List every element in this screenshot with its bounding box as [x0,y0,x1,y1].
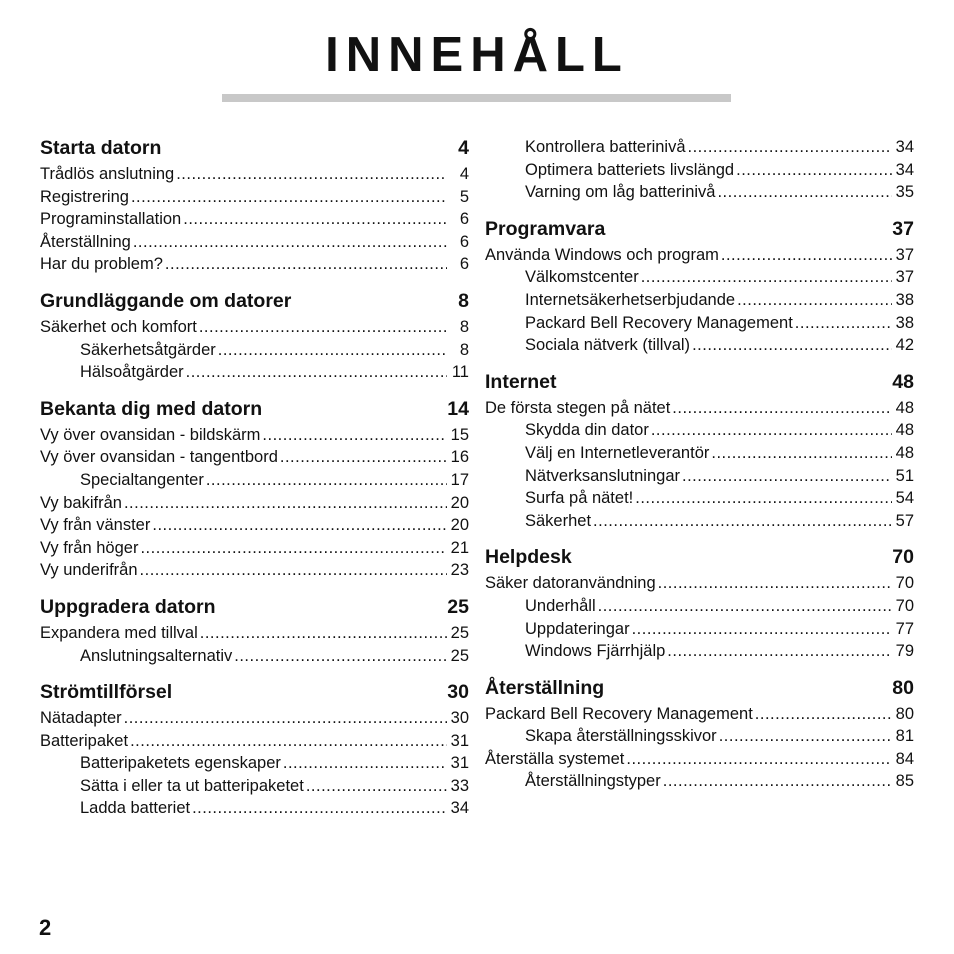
dot-leader [232,645,446,668]
dot-leader [138,559,447,582]
dot-leader [665,640,891,663]
toc-entry-label: Specialtangenter [80,470,204,489]
toc-entry-page: 70 [895,574,914,593]
toc-entry-label: Vy över ovansidan - tangentbord [40,448,278,467]
toc-entry[interactable] [40,707,469,730]
toc-entry[interactable] [40,492,469,515]
toc-entry-page: 48 [895,421,914,440]
dot-leader [596,595,892,618]
toc-entry[interactable] [485,419,914,442]
toc-entry-page: 38 [895,290,914,309]
toc-entry[interactable] [485,703,914,726]
toc-entry[interactable] [485,181,914,204]
toc-entry-label: Vy från höger [40,538,139,557]
dot-leader [198,622,447,645]
toc-entry-label: Varning om låg batterinivå [525,183,716,202]
section-heading-label: Programvara [485,217,606,240]
section-heading[interactable] [485,676,914,701]
toc-entry[interactable] [40,752,469,775]
toc-entry-label: Packard Bell Recovery Management [525,313,793,332]
toc-entry-page: 34 [895,160,914,179]
toc-entry-page: 33 [450,776,469,795]
section-heading-label: Bekanta dig med datorn [40,397,263,420]
toc-entry[interactable] [485,334,914,357]
dot-leader [190,797,447,820]
section-heading[interactable] [485,545,914,570]
toc-entry[interactable] [40,537,469,560]
toc-entry-page: 35 [895,183,914,202]
dot-leader [197,316,447,339]
toc-entry[interactable] [485,244,914,267]
toc-entry[interactable] [40,208,469,231]
toc-entry-page: 34 [895,138,914,156]
dot-leader [216,339,447,362]
toc-entry-label: Vy över ovansidan - bildskärm [40,425,261,444]
dot-leader [150,514,446,537]
toc-entry-page: 37 [895,268,914,287]
section-heading[interactable] [40,136,469,161]
dot-leader [709,442,891,465]
toc-entry-label: Internetsäkerhetserbjudande [525,290,736,309]
section-heading-label: Strömtillförsel [40,681,173,704]
section-heading-page: 48 [892,370,914,393]
toc-entry[interactable] [40,622,469,645]
toc-entry-page: 42 [895,336,914,355]
title-divider [222,94,731,102]
toc-entry-label: Skydda din dator [525,421,649,440]
toc-entry[interactable] [485,770,914,793]
toc-entry-page: 85 [895,772,914,791]
toc-entry-page: 37 [895,245,914,264]
toc-entry-label: Vy underifrån [40,561,138,580]
dot-leader [649,419,892,442]
toc-entry[interactable] [40,797,469,820]
toc-entry-page: 20 [450,493,469,512]
section-heading-page: 4 [458,137,469,159]
toc-entry-label: Packard Bell Recovery Management [485,704,753,723]
toc-entry[interactable] [485,572,914,595]
toc-entry[interactable] [40,163,469,186]
toc-entry[interactable] [40,559,469,582]
toc-entry-label: De första stegen på nätet [485,398,671,417]
toc-entry[interactable] [485,442,914,465]
page-title: INNEHÅLL [325,28,629,82]
dot-leader [138,537,446,560]
toc-entry[interactable] [485,510,914,533]
toc-entry-page: 20 [450,516,469,535]
toc-entry-page: 25 [450,646,469,665]
toc-entry[interactable] [40,339,469,362]
section-heading[interactable] [40,680,469,705]
toc-entry-label: Sociala nätverk (tillval) [525,336,691,355]
toc-entry-label: Har du problem? [40,255,163,274]
toc-entry-label: Vy bakifrån [40,493,122,512]
dot-leader [715,181,891,204]
toc-entry[interactable] [485,159,914,182]
toc-entry[interactable] [485,748,914,771]
toc-entry-label: Underhåll [525,596,596,615]
dot-leader [661,770,892,793]
dot-leader [686,136,892,159]
toc-entry[interactable] [485,397,914,420]
toc-entry[interactable] [40,446,469,469]
toc-entry[interactable] [485,487,914,510]
toc-entry[interactable] [485,595,914,618]
toc-entry[interactable] [40,253,469,276]
toc-entry[interactable] [40,514,469,537]
section-heading[interactable] [485,217,914,242]
dot-leader [129,186,447,209]
section-heading-page: 25 [447,595,469,618]
toc-entry[interactable] [485,312,914,335]
toc-entry-label: Nätadapter [40,709,122,728]
toc-entry-label: Optimera batteriets livslängd [525,160,735,179]
dot-leader [719,244,892,267]
dot-leader [670,397,891,420]
dot-leader [639,266,892,289]
dot-leader [163,253,447,276]
toc-entry[interactable] [40,645,469,668]
toc-entry-label: Registrering [40,187,129,206]
toc-entry-label: Välj en Internetleverantör [525,443,710,462]
toc-entry-page: 16 [450,448,469,467]
toc-entry-page: 5 [459,187,469,206]
toc-entry-label: Uppdateringar [525,619,630,638]
toc-entry-label: Batteripaket [40,731,129,750]
toc-entry[interactable] [40,231,469,254]
toc-entry[interactable] [485,289,914,312]
toc-column-left [40,136,469,820]
toc-entry-label: Säkerhet och komfort [40,317,197,336]
dot-leader [304,775,447,798]
page-number: 2 [39,915,52,940]
dot-leader [281,752,447,775]
toc-entry-page: 8 [459,317,469,336]
toc-entry-page: 57 [895,511,914,530]
toc-entry-label: Trådlös anslutning [40,165,175,183]
dot-leader [174,163,447,186]
dot-leader [128,730,447,753]
dot-leader [278,446,447,469]
dot-leader [793,312,892,335]
toc-entry-page: 25 [450,623,469,642]
toc-entry-label: Återställa systemet [485,749,625,768]
toc-entry-label: Kontrollera batterinivå [525,138,686,156]
toc-entry-page: 77 [895,619,914,638]
toc-entry-page: 48 [895,398,914,417]
toc-entry[interactable] [485,618,914,641]
section-heading-label: Internet [485,370,557,393]
toc-entry-page: 80 [895,704,914,723]
toc-entry-page: 51 [895,466,914,485]
toc-column-right [485,136,914,793]
section-heading[interactable] [40,397,469,422]
dot-leader [122,492,447,515]
toc-entry[interactable] [40,469,469,492]
toc-entry-page: 54 [895,489,914,508]
toc-entry-label: Återställning [40,232,131,251]
toc-entry-page: 8 [459,340,469,359]
section-heading-page: 37 [892,217,914,240]
toc-entry-page: 21 [450,538,469,557]
dot-leader [122,707,447,730]
dot-leader [633,487,891,510]
toc-entry-label: Hälsoåtgärder [80,363,184,382]
toc-entry-label: Surfa på nätet! [525,489,634,508]
toc-entry-label: Välkomstcenter [525,268,639,287]
toc-entry-label: Säker datoranvändning [485,574,656,593]
toc-entry[interactable] [40,730,469,753]
dot-leader [591,510,892,533]
section-heading[interactable] [40,289,469,314]
dot-leader [204,469,447,492]
toc-entry-page: 4 [459,165,469,183]
toc-entry-page: 31 [450,731,469,750]
toc-entry-page: 30 [450,709,469,728]
dot-leader [181,208,447,231]
dot-leader [717,725,892,748]
dot-leader [735,289,892,312]
toc-entry[interactable] [40,186,469,209]
section-heading-label: Starta datorn [40,137,162,159]
toc-entry-label: Använda Windows och program [485,245,719,264]
toc-entry-page: 11 [451,363,469,382]
toc-entry-page: 38 [895,313,914,332]
dot-leader [131,231,447,254]
dot-leader [184,361,447,384]
section-heading-label: Uppgradera datorn [40,595,216,618]
dot-leader [734,159,892,182]
toc-entry-page: 84 [895,749,914,768]
dot-leader [690,334,892,357]
toc-entry[interactable] [485,266,914,289]
toc-entry-label: Säkerhetsåtgärder [80,340,216,359]
toc-entry-label: Ladda batteriet [80,799,191,818]
toc-entry[interactable] [40,316,469,339]
section-heading-label: Grundläggande om datorer [40,289,292,312]
toc-entry-page: 70 [895,596,914,615]
section-heading[interactable] [40,595,469,620]
section-heading-label: Återställning [485,676,605,699]
toc-entry[interactable] [40,424,469,447]
toc-entry-page: 6 [459,232,469,251]
toc-entry-label: Windows Fjärrhjälp [525,642,666,661]
section-heading-page: 30 [447,681,469,704]
section-heading[interactable] [485,370,914,395]
toc-entry-label: Sätta i eller ta ut batteripaketet [80,776,304,795]
toc-entry[interactable] [485,725,914,748]
toc-entry-page: 48 [895,443,914,462]
toc-entry-page: 81 [895,727,914,746]
section-heading-page: 80 [892,676,914,699]
toc-entry[interactable] [485,640,914,663]
toc-entry[interactable] [40,361,469,384]
dot-leader [260,424,446,447]
toc-entry-label: Skapa återställningsskivor [525,727,717,746]
dot-leader [753,703,892,726]
section-heading-label: Helpdesk [485,546,572,569]
toc-entry-label: Återställningstyper [525,772,661,791]
toc-entry-label: Vy från vänster [40,516,151,535]
toc-entry-page: 6 [459,210,469,229]
toc-entry-label: Expandera med tillval [40,623,198,642]
dot-leader [680,465,892,488]
toc-entry-page: 79 [895,642,914,661]
toc-entry-label: Programinstallation [40,210,182,229]
section-heading-page: 14 [447,397,469,420]
toc-entry-label: Säkerhet [525,511,592,530]
toc-entry-page: 6 [459,255,469,274]
toc-entry-page: 15 [450,425,469,444]
toc-entry-page: 31 [450,754,469,773]
toc-entry-page: 17 [450,470,469,489]
toc-entry-label: Anslutningsalternativ [80,646,233,665]
toc-entry-label: Batteripaketets egenskaper [80,754,281,773]
toc-entry-label: Nätverksanslutningar [525,466,680,485]
dot-leader [624,748,891,771]
section-heading-page: 8 [458,289,469,312]
toc-entry-page: 34 [450,799,469,818]
toc-entry[interactable] [485,465,914,488]
toc-entry[interactable] [40,775,469,798]
toc-entry-page: 23 [450,561,469,580]
dot-leader [630,618,892,641]
dot-leader [656,572,892,595]
toc-entry[interactable] [485,136,914,159]
section-heading-page: 70 [892,546,914,569]
